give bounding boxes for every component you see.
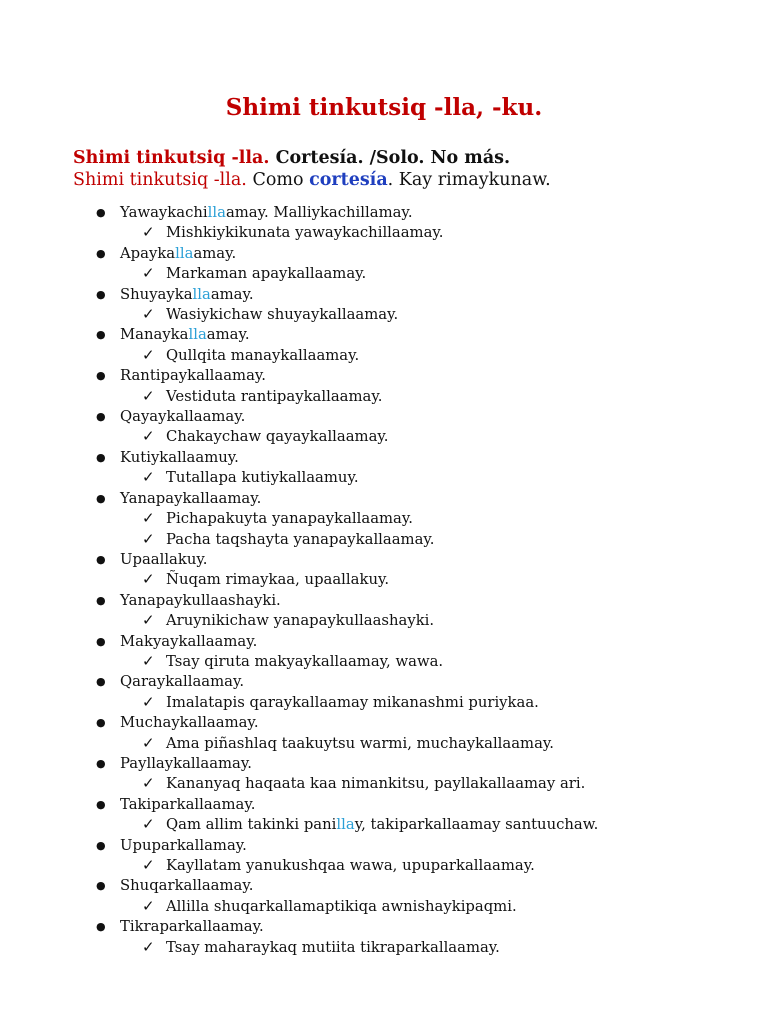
example-sentence (0, 468, 598, 488)
list-item (0, 325, 598, 366)
text-segment: Qayaykallaamay. (120, 408, 246, 426)
example-sentence (0, 652, 598, 672)
vocab-word (0, 917, 598, 937)
bullet-icon: ● (96, 410, 106, 424)
text-segment: Payllaykallaamay. (120, 754, 252, 772)
text-segment: Tutallapa kutiykallaamuy. (166, 469, 359, 487)
text-segment: Qullqita manaykallaamay. (166, 346, 360, 364)
highlighted-suffix: lla (336, 816, 355, 834)
vocab-word (0, 672, 598, 692)
bullet-icon: ● (96, 634, 106, 648)
text-segment: Upuparkallamay. (120, 836, 247, 854)
checkmark-icon: ✓ (142, 816, 155, 834)
vocab-word (0, 366, 598, 386)
text-segment: amay. (210, 285, 254, 303)
example-sentence (0, 938, 598, 958)
text-segment: Manayka (120, 326, 189, 344)
bullet-icon: ● (96, 756, 106, 770)
text-segment: Vestiduta rantipaykallaamay. (166, 387, 383, 405)
vocabulary-list (0, 203, 598, 958)
checkmark-icon: ✓ (142, 897, 155, 915)
vocab-word (0, 713, 598, 733)
checkmark-icon: ✓ (142, 938, 155, 956)
list-item (0, 448, 598, 489)
example-sentence (0, 570, 598, 590)
text-segment: Qam allim takinki pani (166, 816, 337, 834)
list-item (0, 754, 598, 795)
text-segment: Yawaykachi (120, 204, 208, 221)
text-segment: Markaman apaykallaamay. (166, 265, 367, 283)
vocab-word (0, 754, 598, 774)
example-sentence (0, 305, 598, 325)
list-item (0, 591, 598, 632)
text-segment: Kananyaq haqaata kaa nimankitsu, payllakallaamay ari. (166, 775, 586, 793)
bullet-icon: ● (96, 879, 106, 893)
highlighted-suffix: lla (188, 326, 207, 344)
vocab-word (0, 325, 598, 345)
text-segment: Pacha taqshayta yanapaykallaamay. (166, 530, 435, 548)
bullet-icon: ● (96, 246, 106, 260)
example-sentence (0, 509, 598, 529)
text-segment: Qaraykallaamay. (120, 673, 245, 691)
text-segment: y, takiparkallaamay santuuchaw. (354, 816, 599, 834)
vocab-word (0, 244, 598, 264)
example-sentence (0, 223, 598, 243)
list-item (0, 632, 598, 673)
text-segment: Pichapakuyta yanapaykallaamay. (166, 510, 413, 528)
bullet-icon: ● (96, 838, 106, 852)
vocab-word (0, 550, 598, 570)
vocab-word (0, 448, 598, 468)
text-segment: Makyaykallaamay. (120, 632, 258, 650)
example-sentence (0, 387, 598, 407)
example-sentence (0, 611, 598, 631)
bullet-icon: ● (96, 206, 106, 219)
subtitle-text: . Kay rimaykunaw. (387, 170, 551, 190)
text-segment: amay. (206, 326, 250, 344)
checkmark-icon: ✓ (142, 734, 155, 752)
list-item (0, 836, 598, 877)
bullet-icon: ● (96, 593, 106, 607)
checkmark-icon: ✓ (142, 306, 155, 324)
checkmark-icon: ✓ (142, 469, 155, 487)
example-sentence (0, 427, 598, 447)
text-segment: Muchaykallaamay. (120, 714, 259, 732)
list-item (0, 795, 598, 836)
example-sentence (0, 856, 598, 876)
bullet-icon: ● (96, 797, 106, 811)
example-sentence (0, 815, 598, 835)
bullet-icon: ● (96, 491, 106, 505)
text-segment: Kayllatam yanukushqaa wawa, upuparkallaamay. (166, 857, 535, 874)
checkmark-icon: ✓ (142, 652, 155, 670)
text-segment: Wasiykichaw shuyaykallaamay. (166, 306, 399, 324)
page-title: Shimi tinkutsiq -lla, -ku. (225, 94, 543, 121)
checkmark-icon: ✓ (142, 428, 155, 446)
example-sentence (0, 774, 598, 794)
vocab-word (0, 795, 598, 815)
checkmark-icon: ✓ (142, 612, 155, 630)
text-segment: Yanapaykullaashayki. (120, 591, 281, 609)
list-item (0, 672, 598, 713)
list-item (0, 876, 598, 917)
list-item (0, 550, 598, 591)
vocab-word (0, 285, 598, 305)
example-sentence (0, 530, 598, 550)
example-sentence (0, 346, 598, 366)
vocab-word (0, 836, 598, 856)
subtitle-topic: Shimi tinkutsiq -lla. (73, 170, 247, 190)
subtitle-cortesia (73, 148, 510, 168)
bullet-icon: ● (96, 716, 106, 730)
list-item (0, 713, 598, 754)
text-segment: Apayka (120, 244, 176, 262)
bullet-icon: ● (96, 369, 106, 383)
list-item (0, 407, 598, 448)
text-segment: Shuyayka (120, 285, 193, 303)
vocab-word (0, 489, 598, 509)
subtitle-keyword: cortesía (309, 170, 388, 190)
checkmark-icon: ✓ (142, 387, 155, 405)
list-item (0, 489, 598, 550)
text-segment: Upaallakuy. (120, 550, 208, 568)
bullet-icon: ● (96, 450, 106, 464)
vocab-word (0, 407, 598, 427)
text-segment: Shuqarkallaamay. (120, 877, 254, 895)
list-item (0, 203, 598, 244)
subtitle-meaning: Cortesía. /Solo. No más. (269, 148, 511, 168)
checkmark-icon: ✓ (142, 346, 155, 364)
text-segment: Tikraparkallaamay. (120, 918, 264, 936)
bullet-icon: ● (96, 552, 106, 566)
bullet-icon: ● (96, 328, 106, 342)
example-sentence (0, 693, 598, 713)
checkmark-icon: ✓ (142, 510, 155, 528)
bullet-icon: ● (96, 675, 106, 689)
example-sentence (0, 734, 598, 754)
checkmark-icon: ✓ (142, 265, 155, 283)
list-item (0, 366, 598, 407)
text-segment: Rantipaykallaamay. (120, 367, 267, 385)
checkmark-icon: ✓ (142, 693, 155, 711)
list-item (0, 285, 598, 326)
vocab-word (0, 591, 598, 611)
example-sentence (0, 897, 598, 917)
text-segment: Allilla shuqarkallamaptikiqa awnishaykipaqmi. (166, 897, 517, 915)
checkmark-icon: ✓ (142, 571, 155, 589)
highlighted-suffix: lla (207, 204, 226, 221)
text-segment: Ñuqam rimaykaa, upaallakuy. (166, 571, 390, 589)
text-segment: Tsay qiruta makyaykallaamay, wawa. (166, 652, 444, 670)
list-item (0, 244, 598, 285)
bullet-icon: ● (96, 920, 106, 934)
checkmark-icon: ✓ (142, 224, 155, 242)
list-item (0, 917, 598, 958)
text-segment: Takiparkallaamay. (120, 795, 256, 813)
text-segment: amay. Malliykachillamay. (225, 204, 413, 221)
checkmark-icon: ✓ (142, 775, 155, 793)
checkmark-icon: ✓ (142, 530, 155, 548)
text-segment: amay. (193, 244, 237, 262)
text-segment: Ama piñashlaq taakuytsu warmi, muchaykallaamay. (166, 734, 555, 752)
text-segment: Aruynikichaw yanapaykullaashayki. (166, 612, 435, 630)
text-segment: Kutiykallaamuy. (120, 448, 239, 466)
vocab-word (0, 632, 598, 652)
text-segment: Imalatapis qaraykallaamay mikanashmi puriykaa. (166, 693, 539, 711)
bullet-icon: ● (96, 287, 106, 301)
highlighted-suffix: lla (175, 244, 194, 262)
subtitle-description (73, 170, 551, 190)
subtitle-text: Como (246, 170, 310, 190)
text-segment: Yanapaykallaamay. (120, 489, 262, 507)
text-segment: Tsay maharaykaq mutiita tikraparkallaamay. (166, 938, 500, 956)
subtitle-topic: Shimi tinkutsiq -lla. (73, 148, 270, 168)
highlighted-suffix: lla (192, 285, 211, 303)
text-segment: Chakaychaw qayaykallaamay. (166, 428, 389, 446)
text-segment: Mishkiykikunata yawaykachillaamay. (166, 224, 444, 242)
example-sentence (0, 264, 598, 284)
checkmark-icon: ✓ (142, 857, 155, 874)
vocab-word (0, 876, 598, 896)
vocab-word (0, 203, 598, 223)
